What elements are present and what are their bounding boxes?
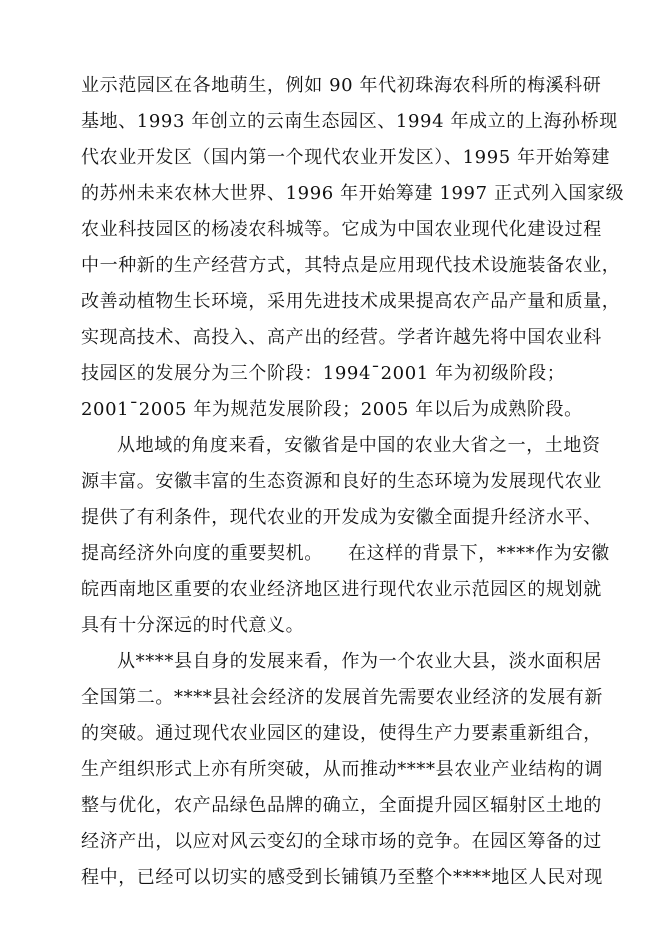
text-line: 提高经济外向度的重要契机。 在这样的背景下，****作为安徽 <box>81 543 610 564</box>
text-line: 中一种新的生产经营方式，其特点是应用现代技术设施装备农业， <box>81 255 621 276</box>
text-line: 代农业开发区（国内第一个现代农业开发区）、1995 年开始筹建 <box>81 147 611 168</box>
text-line: 的苏州未来农林大世界、1996 年开始筹建 1997 正式列入国家级 <box>81 183 625 204</box>
text-line: 技园区的发展分为三个阶段：1994¯2001 年为初级阶段； <box>81 363 566 384</box>
text-line: 改善动植物生长环境，采用先进技术成果提高农产品产量和质量， <box>81 291 621 312</box>
text-line: 基地、1993 年创立的云南生态园区、1994 年成立的上海孙桥现 <box>81 111 618 132</box>
paragraph-first-line: 从****县自身的发展来看，作为一个农业大县，淡水面积居 <box>117 651 602 672</box>
text-line: 农业科技园区的杨凌农科城等。它成为中国农业现代化建设过程 <box>81 219 602 240</box>
text-line: 程中，已经可以切实的感受到长铺镇乃至整个****地区人民对现 <box>81 867 603 888</box>
text-line: 具有十分深远的时代意义。 <box>81 615 305 636</box>
text-line: 业示范园区在各地萌生，例如 90 年代初珠海农科所的梅溪科研 <box>81 75 602 96</box>
text-line: 整与优化，农产品绿色品牌的确立，全面提升园区辐射区土地的 <box>81 795 602 816</box>
text-line: 提供了有利条件，现代农业的开发成为安徽全面提升经济水平、 <box>81 507 602 528</box>
text-line: 生产组织形式上亦有所突破，从而推动****县农业产业结构的调 <box>81 759 603 780</box>
text-line: 皖西南地区重要的农业经济地区进行现代农业示范园区的规划就 <box>81 579 602 600</box>
paragraph-first-line: 从地域的角度来看，安徽省是中国的农业大省之一，土地资 <box>117 435 601 456</box>
text-line: 实现高技术、高投入、高产出的经营。学者许越先将中国农业科 <box>81 327 602 348</box>
text-line: 全国第二。****县社会经济的发展首先需要农业经济的发展有新 <box>81 687 603 708</box>
text-line: 的突破。通过现代农业园区的建设，使得生产力要素重新组合， <box>81 723 602 744</box>
text-line: 2001¯2005 年为规范发展阶段；2005 年以后为成熟阶段。 <box>81 399 583 420</box>
text-line: 源丰富。安徽丰富的生态资源和良好的生态环境为发展现代农业 <box>81 471 602 492</box>
text-line: 经济产出，以应对风云变幻的全球市场的竞争。在园区筹备的过 <box>81 831 602 852</box>
